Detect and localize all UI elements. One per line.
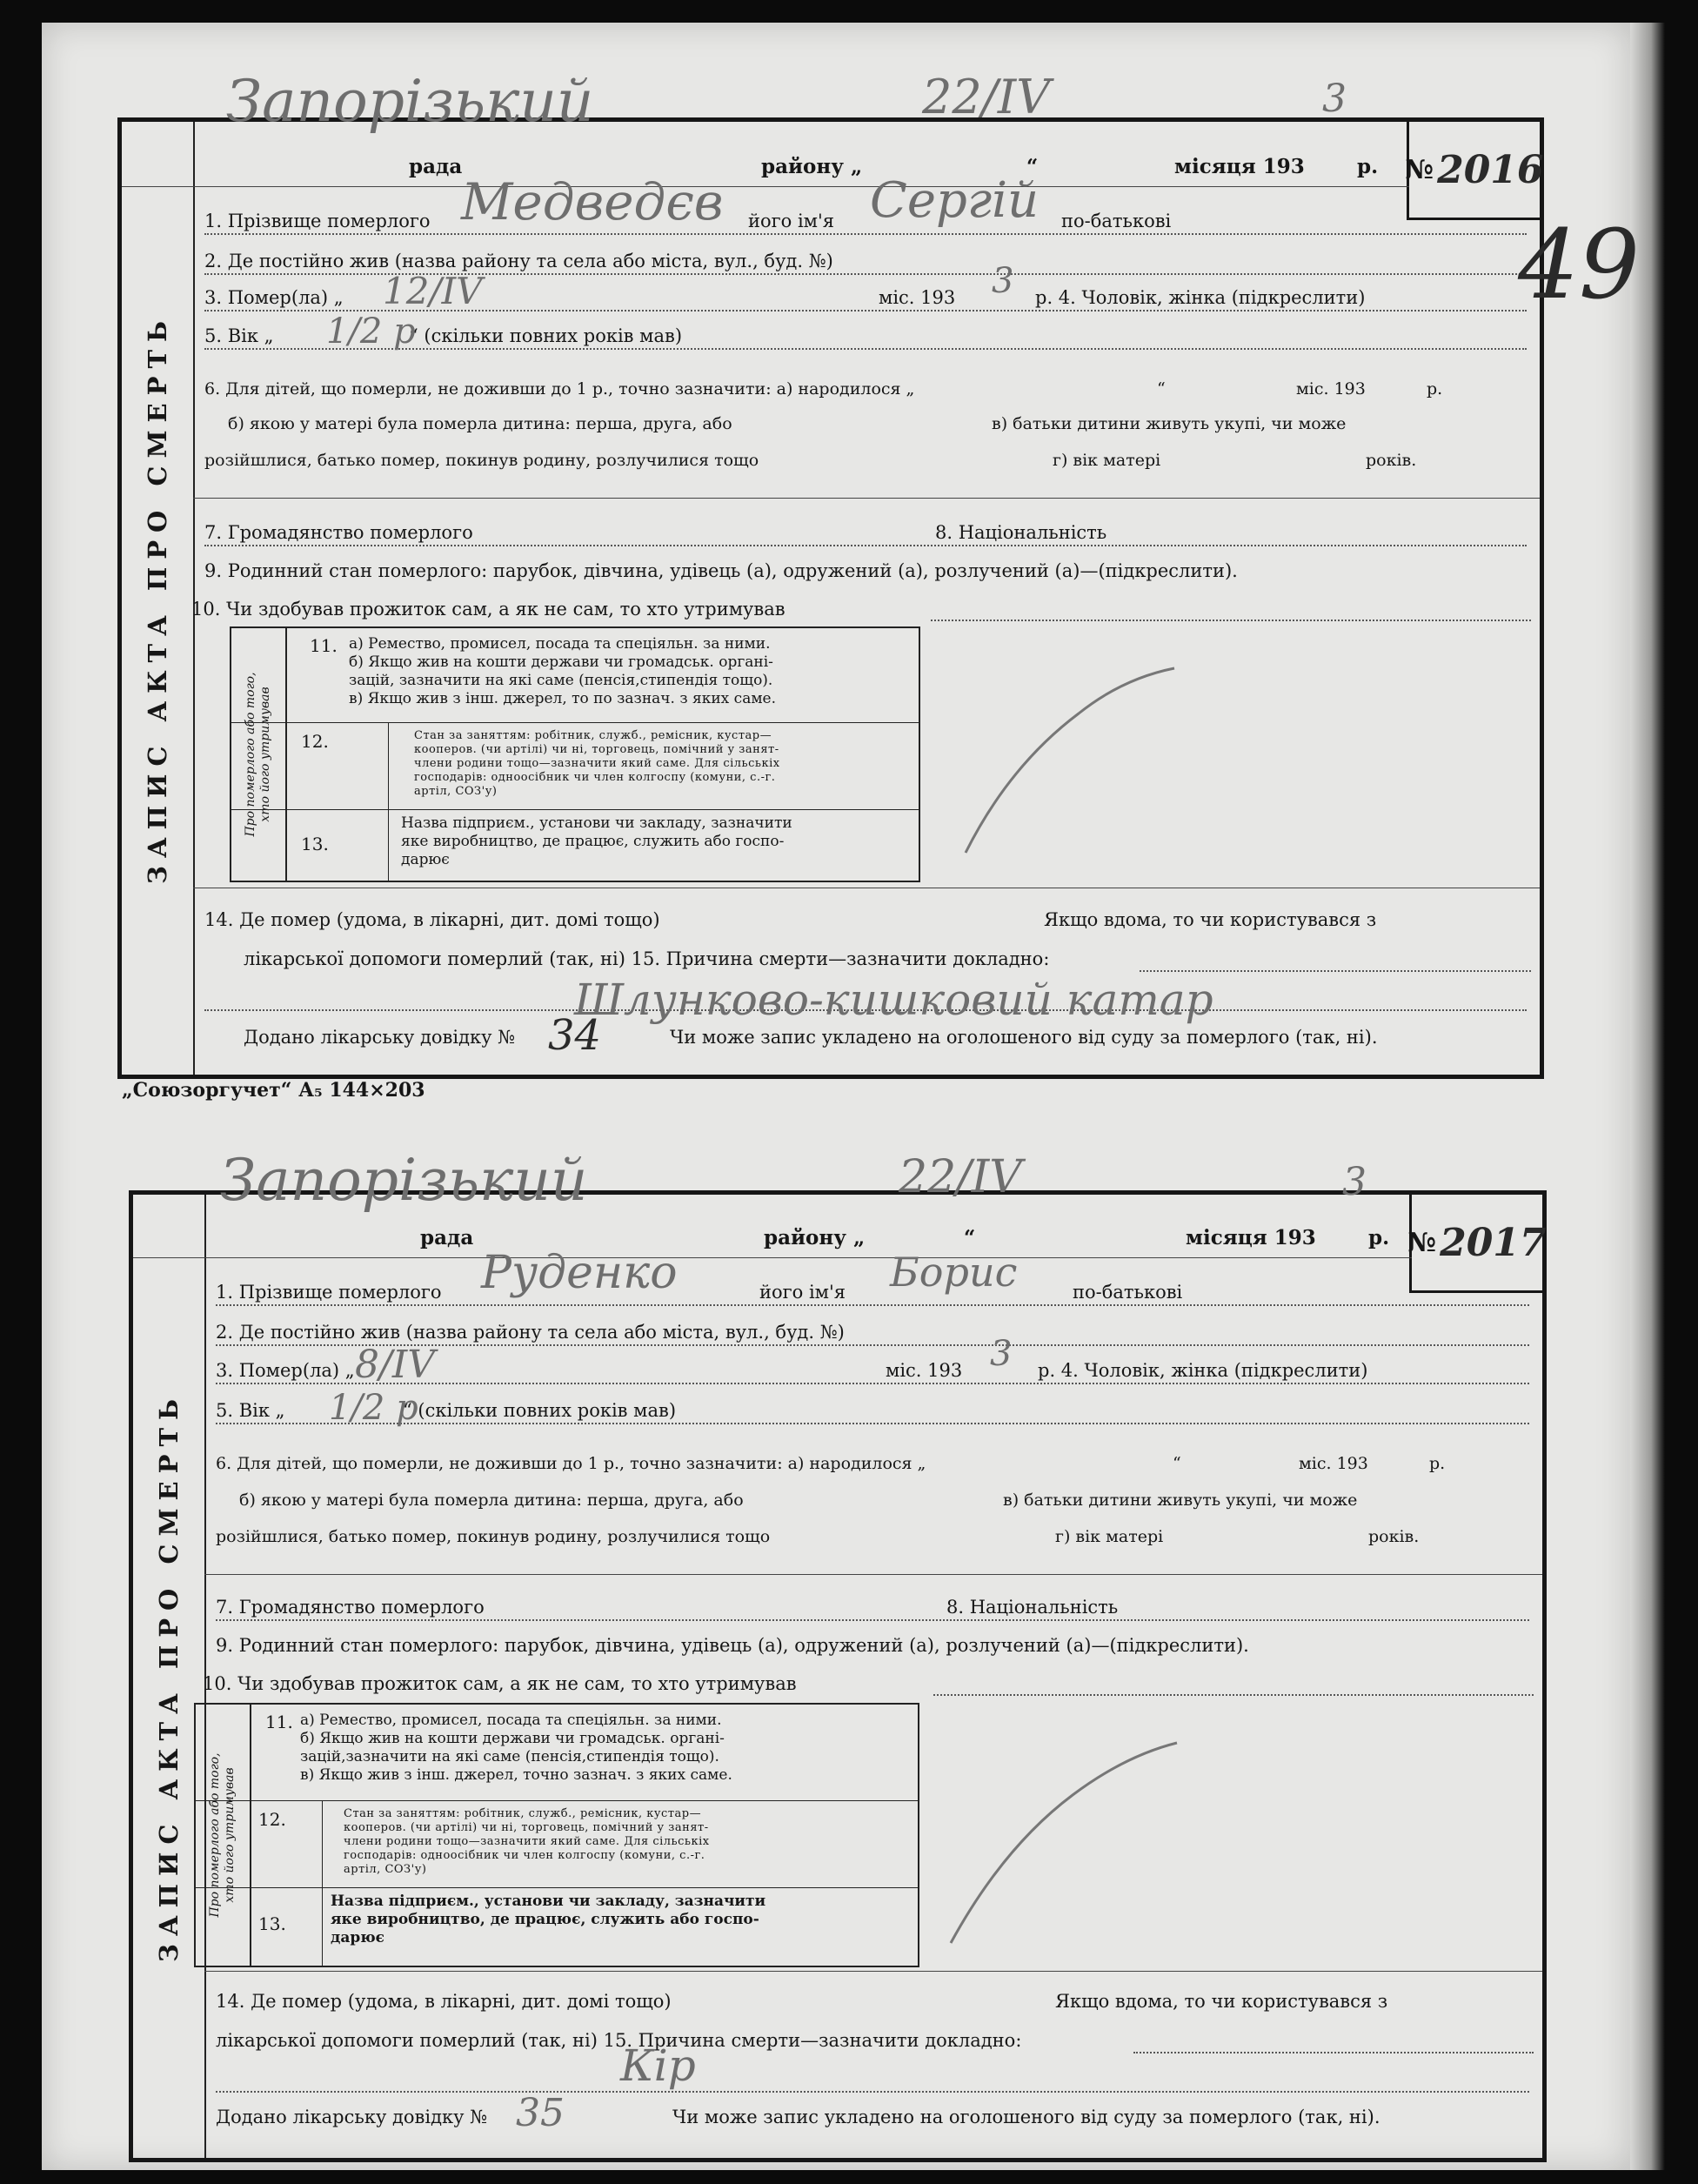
death-record-form-2 bbox=[129, 1147, 1547, 2162]
row-text bbox=[401, 814, 792, 869]
line-3-died: 3. Помер(ла) „ bbox=[216, 1360, 355, 1381]
line-8-nationality: 8. Національність bbox=[946, 1597, 1119, 1618]
row-text-line: господарів: одноосібник чи член колгоспу (комуни, с.-г. bbox=[414, 771, 776, 784]
row-text-line: члени родини тощо—зазначити який саме. Для сільськіх bbox=[414, 757, 780, 770]
row-number: 12. bbox=[258, 1809, 286, 1830]
dotted-line bbox=[216, 1304, 1529, 1306]
record-number-box bbox=[1405, 122, 1544, 220]
table-side-line: хто його утримував bbox=[223, 1767, 237, 1903]
line-1-name: його ім'я bbox=[759, 1282, 846, 1303]
line-6b: б) якою у матері була померла дитина: перша, друга, або bbox=[228, 414, 732, 433]
header-month: місяця 193 bbox=[1174, 155, 1305, 178]
line-14-home: Якщо вдома, то чи користувався з bbox=[1044, 909, 1377, 930]
hw-cert-no: 35 bbox=[516, 2091, 565, 2135]
row-text-line: б) Якщо жив на кошти держави чи громадськ. органі- bbox=[300, 1730, 725, 1747]
row-text bbox=[300, 1712, 732, 1785]
line-7-citizenship: 7. Громадянство померлого bbox=[216, 1597, 485, 1618]
row-text-line: Назва підприєм., установи чи закладу, зазначити bbox=[331, 1893, 766, 1910]
table-row-12 bbox=[196, 1800, 918, 1888]
row-text-line: зацій, зазначити на які саме (пенсія,стипендія тощо). bbox=[349, 672, 773, 689]
header-month-quote: “ bbox=[964, 1226, 976, 1249]
row-text-line: дарює bbox=[401, 851, 450, 868]
row-number: 11. bbox=[310, 635, 338, 656]
hw-margin-number: 49 bbox=[1518, 209, 1640, 320]
section-divider bbox=[204, 1574, 1542, 1575]
row-text-line: б) Якщо жив на кошти держави чи громадськ. органі- bbox=[349, 653, 773, 671]
line-3-sex: р. 4. Чоловік, жінка (підкреслити) bbox=[1038, 1360, 1368, 1381]
hw-date-day: 22/IV bbox=[922, 70, 1051, 124]
line-6b-parents: в) батьки дитини живуть укупі, чи може bbox=[1003, 1491, 1358, 1510]
row-text-line: Стан за заняттям: робітник, служб., ремісник, кустар— bbox=[414, 729, 772, 742]
line-14-place: 14. Де помер (удома, в лікарні, дит. домі тощо) bbox=[204, 909, 660, 930]
hw-date-year: 3 bbox=[1322, 77, 1347, 121]
row-text bbox=[349, 635, 776, 708]
dotted-line bbox=[204, 233, 1527, 235]
header-month: місяця 193 bbox=[1186, 1226, 1316, 1249]
line-6c-years: років. bbox=[1368, 1527, 1420, 1546]
row-text-line: а) Ремество, промисел, посада та спеціяльн. за ними. bbox=[349, 635, 771, 653]
line-6a-r: р. bbox=[1429, 1454, 1446, 1473]
line-1-patronymic: по-батькові bbox=[1061, 211, 1172, 231]
hw-date-day: 22/IV bbox=[899, 1151, 1022, 1203]
hw-died-day: 12/IV bbox=[383, 270, 483, 312]
line-14-home: Якщо вдома, то чи користувався з bbox=[1055, 1991, 1388, 2012]
dotted-line bbox=[216, 2091, 1529, 2093]
hw-cert-no: 34 bbox=[548, 1011, 602, 1060]
line-6c: розійшлися, батько помер, покинув родину, розлучилися тощо bbox=[216, 1527, 771, 1546]
hw-place: Запорізький bbox=[226, 68, 594, 135]
row-number: 11. bbox=[265, 1712, 293, 1732]
number-sign: № bbox=[1407, 1227, 1437, 1258]
line-5-age-hint: “ (скільки повних років мав) bbox=[409, 325, 683, 346]
table-row-12 bbox=[231, 722, 919, 810]
line-7-citizenship: 7. Громадянство померлого bbox=[204, 522, 473, 543]
hw-cause: Шлунково-кишковий катар bbox=[574, 975, 1213, 1025]
row-text-line: господарів: одноосібник чи член колгоспу (комуни, с.-г. bbox=[344, 1849, 705, 1862]
row-number: 13. bbox=[301, 834, 329, 854]
dotted-line bbox=[1140, 970, 1531, 972]
line-6a-quote: “ bbox=[1157, 379, 1166, 399]
hw-first-name: Борис bbox=[890, 1249, 1018, 1296]
row-text-line: Стан за заняттям: робітник, служб., ремісник, кустар— bbox=[344, 1807, 702, 1820]
line-1-patronymic: по-батькові bbox=[1073, 1282, 1183, 1303]
line-3-sex: р. 4. Чоловік, жінка (підкреслити) bbox=[1035, 287, 1366, 308]
table-side-line: Про померлого або того, bbox=[208, 1752, 222, 1918]
header-rada: рада bbox=[409, 155, 463, 178]
line-16-certificate: Додано лікарську довідку № bbox=[244, 1027, 516, 1048]
line-16-court: Чи може запис укладено на оголошеного від суду за померлого (так, ні). bbox=[670, 1027, 1378, 1048]
table-divider bbox=[388, 722, 389, 881]
table-side-line: хто його утримував bbox=[258, 687, 272, 822]
header-rada: рада bbox=[420, 1226, 474, 1249]
page-edge bbox=[1630, 23, 1665, 2170]
line-1-name: його ім'я bbox=[748, 211, 835, 231]
side-label-text: ЗАПИС АКТА ПРО СМЕРТЬ bbox=[143, 312, 172, 884]
line-6b: б) якою у матері була померла дитина: перша, друга, або bbox=[239, 1491, 744, 1510]
table-row-13 bbox=[231, 809, 919, 879]
line-14-place: 14. Де помер (удома, в лікарні, дит. домі тощо) bbox=[216, 1991, 672, 2012]
line-1-surname: 1. Прізвище померлого bbox=[216, 1282, 442, 1303]
table-row-13 bbox=[196, 1887, 918, 1964]
line-10-income: 10. Чи здобував прожиток сам, а як не сам, то хто утримував bbox=[203, 1673, 797, 1694]
line-16-certificate: Додано лікарську довідку № bbox=[216, 2107, 488, 2127]
line-6a: 6. Для дітей, що померли, не доживши до 1 р., точно зазначити: а) народилося „ bbox=[204, 379, 915, 399]
row-text bbox=[344, 1807, 710, 1877]
row-text-line: яке виробництво, де працює, служить або госпо- bbox=[331, 1911, 759, 1928]
dotted-line bbox=[204, 545, 1527, 546]
header-month-quote: “ bbox=[1026, 155, 1039, 178]
hw-date-year: 3 bbox=[1342, 1160, 1367, 1204]
hw-died-year: 3 bbox=[992, 261, 1014, 301]
side-label-text: ЗАПИС АКТА ПРО СМЕРТЬ bbox=[154, 1390, 184, 1962]
row-text bbox=[331, 1893, 765, 1947]
record-number: 2016 bbox=[1437, 147, 1544, 192]
line-6c-mother-age: г) вік матері bbox=[1053, 451, 1161, 470]
line-5-age: 5. Вік „ bbox=[204, 325, 274, 346]
record-number: 2017 bbox=[1440, 1220, 1547, 1265]
form-side-label bbox=[133, 1195, 206, 2158]
dotted-line bbox=[216, 1619, 1529, 1621]
line-6a-month: міс. 193 bbox=[1296, 379, 1366, 399]
line-3-month: міс. 193 bbox=[879, 287, 956, 308]
row-number: 12. bbox=[301, 731, 329, 752]
hw-cause: Кір bbox=[620, 2040, 696, 2091]
occupation-table bbox=[230, 626, 920, 882]
hw-first-name: Сергій bbox=[870, 172, 1040, 229]
hw-age: 1/2 р bbox=[326, 312, 416, 352]
line-15-cause: лікарської допомоги померлий (так, ні) 15. Причина смерти—зазначити докладно: bbox=[216, 2030, 1022, 2051]
dotted-line bbox=[933, 1694, 1534, 1696]
row-text-line: в) Якщо жив з інш. джерел, то по зазнач. з яких саме. bbox=[349, 690, 777, 707]
line-6c-mother-age: г) вік матері bbox=[1055, 1527, 1164, 1546]
form-side-label bbox=[122, 122, 195, 1075]
row-text-line: кооперов. (чи артілі) чи ні, торговець, помічний у занят- bbox=[344, 1821, 709, 1834]
line-15-cause: лікарської допомоги померлий (так, ні) 15. Причина смерти—зазначити докладно: bbox=[244, 948, 1050, 969]
row-text-line: яке виробництво, де працює, служить або госпо- bbox=[401, 833, 785, 850]
hw-place: Запорізький bbox=[220, 1147, 588, 1214]
hw-died-day: 8/IV bbox=[355, 1343, 435, 1387]
row-text-line: а) Ремество, промисел, посада та спеціяльн. за ними. bbox=[300, 1712, 722, 1729]
hw-age: 1/2 р bbox=[329, 1388, 418, 1428]
line-10-income: 10. Чи здобував прожиток сам, а як не сам, то хто утримував bbox=[191, 599, 785, 620]
number-sign: № bbox=[1405, 154, 1434, 185]
line-6a-month: міс. 193 bbox=[1299, 1454, 1368, 1473]
table-row-11 bbox=[196, 1705, 918, 1801]
line-3-died: 3. Помер(ла) „ bbox=[204, 287, 344, 308]
table-side-line: Про померлого або того, bbox=[244, 672, 257, 837]
line-5-age-hint: “ (скільки повних років мав) bbox=[403, 1400, 677, 1421]
occupation-table bbox=[194, 1703, 919, 1967]
line-6c: розійшлися, батько помер, покинув родину, розлучилися тощо bbox=[204, 451, 759, 470]
dotted-line bbox=[931, 620, 1531, 621]
row-text bbox=[414, 729, 780, 799]
line-3-month: міс. 193 bbox=[886, 1360, 963, 1381]
header-raion: району „ bbox=[761, 155, 863, 178]
dotted-line bbox=[1133, 2052, 1534, 2053]
line-9-marital: 9. Родинний стан померлого: парубок, дівчина, удівець (а), одружений (а), розлучений (а)—(підкреслити). bbox=[216, 1635, 1249, 1656]
line-5-age: 5. Вік „ bbox=[216, 1400, 285, 1421]
line-6a-quote: “ bbox=[1173, 1454, 1181, 1473]
row-number: 13. bbox=[258, 1913, 286, 1934]
death-record-form-1 bbox=[117, 68, 1544, 1079]
header-raion: району „ bbox=[764, 1226, 866, 1249]
header-year-r: р. bbox=[1357, 155, 1379, 178]
row-text-line: члени родини тощо—зазначити який саме. Для сільськіх bbox=[344, 1835, 710, 1848]
row-text-line: кооперов. (чи артілі) чи ні, торговець, помічний у занят- bbox=[414, 743, 779, 756]
hw-strike-mark bbox=[942, 1734, 1186, 1952]
line-6a: 6. Для дітей, що померли, не доживши до 1 р., точно зазначити: а) народилося „ bbox=[216, 1454, 926, 1473]
line-2-residence: 2. Де постійно жив (назва району та села або міста, вул., буд. №) bbox=[204, 251, 833, 271]
row-text-line: зацій,зазначити на які саме (пенсія,стипендія тощо). bbox=[300, 1748, 719, 1765]
line-16-court: Чи може запис укладено на оголошеного від суду за померлого (так, ні). bbox=[672, 2107, 1380, 2127]
line-6a-r: р. bbox=[1427, 379, 1443, 399]
line-1-surname: 1. Прізвище померлого bbox=[204, 211, 431, 231]
row-text-line: артіл, СОЗ'у) bbox=[414, 785, 498, 798]
printer-footer: „Союзоргучет“ А₅ 144×203 bbox=[122, 1079, 425, 1102]
table-row-11 bbox=[231, 628, 919, 723]
row-text-line: в) Якщо жив з інш. джерел, точно зазнач. з яких саме. bbox=[300, 1766, 732, 1784]
hw-surname: Руденко bbox=[481, 1247, 678, 1299]
row-text-line: Назва підприєм., установи чи закладу, зазначити bbox=[401, 814, 792, 832]
header-underline bbox=[133, 1257, 1412, 1258]
row-text-line: артіл, СОЗ'у) bbox=[344, 1863, 427, 1876]
header-underline bbox=[122, 186, 1409, 187]
hw-died-year: 3 bbox=[990, 1334, 1013, 1374]
section-divider bbox=[204, 1971, 1542, 1972]
hw-surname: Медведєв bbox=[461, 172, 724, 231]
line-6c-years: років. bbox=[1366, 451, 1417, 470]
record-number-box bbox=[1407, 1195, 1547, 1293]
line-9-marital: 9. Родинний стан померлого: парубок, дівчина, удівець (а), одружений (а), розлучений (а)—(підкреслити). bbox=[204, 560, 1238, 581]
header-year-r: р. bbox=[1368, 1226, 1390, 1249]
row-text-line: дарює bbox=[331, 1929, 385, 1946]
line-8-nationality: 8. Національність bbox=[935, 522, 1107, 543]
line-6b-parents: в) батьки дитини живуть укупі, чи може bbox=[992, 414, 1347, 433]
section-divider bbox=[193, 498, 1540, 499]
hw-strike-mark bbox=[957, 661, 1183, 861]
line-2-residence: 2. Де постійно жив (назва району та села або міста, вул., буд. №) bbox=[216, 1322, 845, 1343]
table-divider bbox=[322, 1800, 323, 1966]
